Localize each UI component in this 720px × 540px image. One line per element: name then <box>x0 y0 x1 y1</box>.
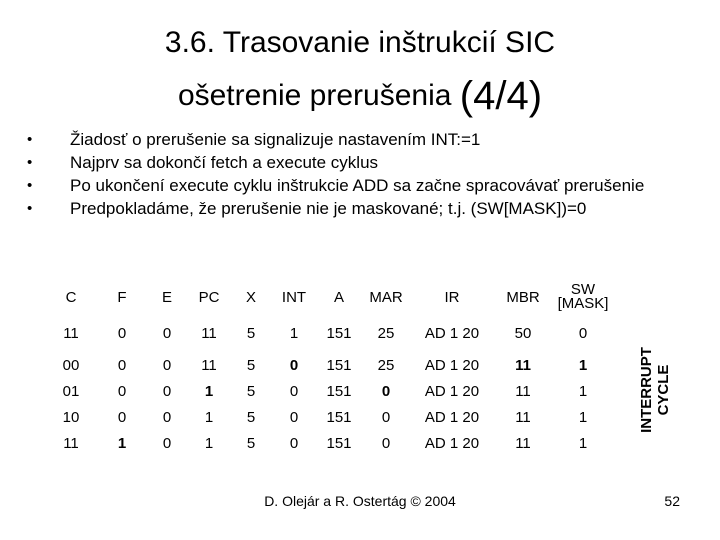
page-number: 52 <box>664 493 680 509</box>
slide-title: 3.6. Trasovanie inštrukcií SIC <box>164 26 556 59</box>
table-cell: 0 <box>162 356 172 374</box>
table-cell: 1 <box>578 434 588 452</box>
table-cell: 25 <box>377 324 395 342</box>
table-row <box>45 378 613 404</box>
table-cell: 11 <box>515 434 531 452</box>
bullet-item <box>27 151 667 174</box>
register-trace-table <box>45 280 613 456</box>
bullet-icon: • <box>27 131 33 148</box>
table-cell: 0 <box>117 356 127 374</box>
column-header: INT <box>281 288 307 306</box>
table-cell-changed: 1 <box>117 434 127 452</box>
table-cell-changed: 11 <box>515 356 531 374</box>
interrupt-label: INTERRUPT <box>638 347 655 433</box>
bullet-list <box>27 128 667 220</box>
table-cell: AD 1 20 <box>424 434 480 452</box>
mask-label: [MASK] <box>557 295 609 312</box>
column-header-sw-mask <box>553 280 613 314</box>
table-cell: 0 <box>381 408 391 426</box>
bullet-icon: • <box>27 177 33 194</box>
table-cell: 0 <box>381 434 391 452</box>
table-cell: 0 <box>162 408 172 426</box>
table-cell: 1 <box>578 408 588 426</box>
table-cell: 01 <box>62 382 80 400</box>
table-cell: 11 <box>63 324 79 342</box>
column-header: C <box>65 288 77 306</box>
table-cell: 1 <box>289 324 299 342</box>
table-cell: 151 <box>326 324 352 342</box>
table-cell: 11 <box>63 434 79 452</box>
table-cell: 1 <box>204 408 214 426</box>
bullet-icon: • <box>27 200 33 217</box>
column-header: X <box>245 288 256 306</box>
table-cell: 0 <box>117 408 127 426</box>
table-cell: 5 <box>246 434 256 452</box>
table-cell: AD 1 20 <box>424 408 480 426</box>
cycle-label: CYCLE <box>655 364 672 416</box>
table-cell: 11 <box>515 382 531 400</box>
table-cell: 0 <box>117 324 127 342</box>
table-cell: 0 <box>578 324 588 342</box>
subtitle-text: ošetrenie prerušenia <box>177 79 452 112</box>
table-row <box>45 352 613 378</box>
table-row <box>45 314 613 352</box>
interrupt-cycle-text <box>638 347 672 433</box>
bullet-icon: • <box>27 154 33 171</box>
table-cell: 151 <box>326 434 352 452</box>
table-row <box>45 430 613 456</box>
table-cell: 50 <box>514 324 532 342</box>
column-header: PC <box>198 288 220 306</box>
table-cell: 0 <box>289 382 299 400</box>
table-cell: 0 <box>162 434 172 452</box>
table-cell: 11 <box>201 324 217 342</box>
bullet-item <box>27 197 667 220</box>
table-cell: 0 <box>117 382 127 400</box>
table-cell: 151 <box>326 382 352 400</box>
sw-label: SW <box>570 281 596 298</box>
table-cell: 1 <box>578 382 588 400</box>
table-row <box>45 404 613 430</box>
interrupt-cycle-label <box>636 320 674 460</box>
table-header-row <box>45 280 613 314</box>
table-cell: 00 <box>62 356 80 374</box>
table-cell-changed: 1 <box>578 356 588 374</box>
table-cell: AD 1 20 <box>424 356 480 374</box>
table-cell: 11 <box>515 408 531 426</box>
footer-credits: D. Olejár a R. Ostertág © 2004 <box>264 493 456 509</box>
slide-subtitle <box>0 70 720 118</box>
table-cell: 1 <box>204 434 214 452</box>
slide-part-indicator: (4/4) <box>459 74 543 118</box>
bullet-item <box>27 128 667 151</box>
table-cell: 0 <box>289 434 299 452</box>
table-cell: 5 <box>246 324 256 342</box>
bullet-text: Po ukončení execute cyklu inštrukcie ADD sa začne spracovávať prerušenie <box>70 176 645 195</box>
table-cell: 10 <box>62 408 80 426</box>
column-header: A <box>333 288 344 306</box>
column-header: IR <box>444 288 460 306</box>
table-cell: AD 1 20 <box>424 324 480 342</box>
column-header: E <box>161 288 172 306</box>
table-cell: 0 <box>162 382 172 400</box>
bullet-text: Žiadosť o prerušenie sa signalizuje nastavením INT:=1 <box>70 130 481 149</box>
column-header: F <box>117 288 127 306</box>
table-cell: 0 <box>162 324 172 342</box>
table-cell: 151 <box>326 356 352 374</box>
table-cell: 25 <box>377 356 395 374</box>
bullet-text: Predpokladáme, že prerušenie nie je maskované; t.j. (SW[MASK])=0 <box>70 199 587 218</box>
column-header: MBR <box>506 288 540 306</box>
table-cell: 5 <box>246 382 256 400</box>
table-cell: 5 <box>246 356 256 374</box>
table-cell: 151 <box>326 408 352 426</box>
table-cell: 0 <box>289 408 299 426</box>
table-cell: 11 <box>201 356 217 374</box>
bullet-item <box>27 174 667 197</box>
table-cell-changed: 0 <box>289 356 299 374</box>
bullet-text: Najprv sa dokončí fetch a execute cyklus <box>70 153 379 172</box>
table-cell-changed: 0 <box>381 382 391 400</box>
table-cell: AD 1 20 <box>424 382 480 400</box>
table-cell: 5 <box>246 408 256 426</box>
table-cell-changed: 1 <box>204 382 214 400</box>
column-header: MAR <box>369 288 403 306</box>
